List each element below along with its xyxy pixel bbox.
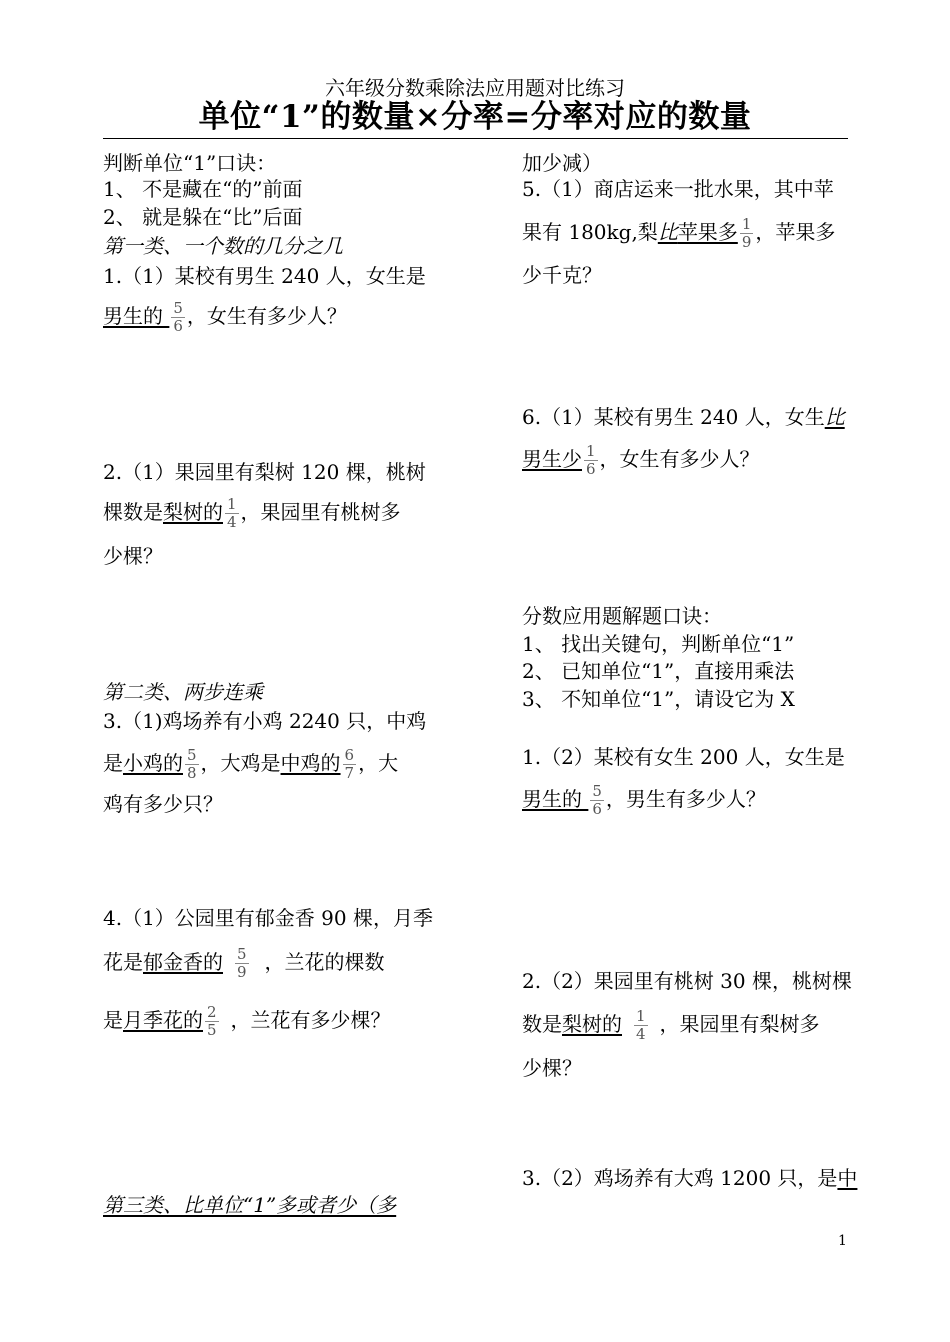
q8-line3: 少棵？ [522,1056,582,1080]
tip2-2: 2、 已知单位“1”，直接用乘法 [522,659,795,683]
tip2-1: 1、 找出关键句，判断单位“1” [522,632,795,656]
fraction: $\frac{5}{9}$ [237,945,247,981]
fraction: $\frac{5}{8}$ [187,746,197,782]
q4-line2: 花是郁金香的 $\frac{5}{9}$ ，兰花的棵数 [103,945,385,981]
q9-key: 中 [837,1166,858,1190]
q6-line1: 6.（1）某校有男生 240 人，女生比 [522,405,845,429]
q6-key-1: 比 [824,405,845,429]
fraction: $\frac{2}{5}$ [207,1003,217,1039]
q3-key-2: 中鸡的 [280,751,341,775]
q4-line1: 4.（1）公园里有郁金香 90 棵，月季 [103,906,433,930]
q6-key-2: 男生少 [522,447,582,471]
title-rule [103,138,848,139]
q5-line3: 少千克？ [522,263,602,287]
category-2: 第二类、两步连乘 [103,680,263,704]
q3-key-1: 小鸡的 [123,751,183,775]
q4-line3: 是月季花的 $\frac{2}{5}$ ，兰花有多少棵？ [103,1003,391,1039]
q1-key: 男生的 [103,304,163,328]
q7-key: 男生的 [522,787,582,811]
q2-key: 梨树的 [163,500,223,524]
category-1: 第一类、一个数的几分之几 [103,234,343,258]
fraction: $\frac{1}{9}$ [741,215,752,251]
tip-2: 2、 就是躲在“比”后面 [103,205,303,229]
fraction: $\frac{1}{4}$ [227,495,237,531]
q9-line1: 3.（2）鸡场养有大鸡 1200 只，是中 [522,1166,858,1190]
q5-key-1: 比 [657,220,678,244]
tip2-title: 分数应用题解题口诀： [522,604,722,628]
tip-title: 判断单位“1”口诀： [103,151,277,175]
category-3-continued: 加少减） [522,151,602,175]
tip-1: 1、 不是藏在“的”前面 [103,177,303,201]
q3-line1: 3.（1)鸡场养有小鸡 2240 只，中鸡 [103,709,427,733]
q5-line2: 果有 180kg,梨比苹果多 $\frac{1}{9}$ ，苹果多 [522,215,836,251]
tip2-3: 3、 不知单位“1”，请设它为 X [522,687,795,711]
q8-line1: 2.（2）果园里有桃树 30 棵，桃树棵 [522,969,852,993]
q5-key-2: 苹果多 [677,220,738,244]
q2-line2: 棵数是梨树的 $\frac{1}{4}$ ，果园里有桃树多 [103,495,401,531]
q8-line2: 数是梨树的 $\frac{1}{4}$ ，果园里有梨树多 [522,1007,820,1043]
page-number: 1 [838,1233,847,1249]
q4-key-2: 月季花的 [123,1008,203,1032]
q1-line1: 1.（1）某校有男生 240 人，女生是 [103,264,426,288]
q3-line3: 鸡有多少只？ [103,792,223,816]
q7-line1: 1.（2）某校有女生 200 人，女生是 [522,745,845,769]
q2-line1: 2.（1）果园里有梨树 120 棵，桃树 [103,460,426,484]
fraction: $\frac{1}{4}$ [636,1007,646,1043]
fraction: $\frac{5}{6}$ [173,299,183,335]
q2-line3: 少棵？ [103,544,163,568]
subtitle: 六年级分数乘除法应用题对比练习 [325,76,625,100]
fraction: $\frac{1}{6}$ [586,442,596,478]
q1-line2: 男生的 $\frac{5}{6}$ ，女生有多少人？ [103,299,347,335]
q7-line2: 男生的 $\frac{5}{6}$ ，男生有多少人？ [522,782,766,818]
q5-line1: 5.（1）商店运来一批水果，其中苹 [522,177,834,201]
page-title: 单位“1”的数量×分率=分率对应的数量 [198,99,752,135]
q8-key: 梨树的 [562,1012,622,1036]
fraction: $\frac{5}{6}$ [592,782,602,818]
category-3: 第三类、比单位“1”多或者少（多 [103,1193,397,1217]
q3-line2: 是小鸡的 $\frac{5}{8}$ ，大鸡是中鸡的 $\frac{6}{7}$ ，大 [103,746,399,782]
q6-line2: 男生少 $\frac{1}{6}$ ，女生有多少人？ [522,442,760,478]
fraction: $\frac{6}{7}$ [344,746,355,782]
q4-key-1: 郁金香的 [143,950,223,974]
